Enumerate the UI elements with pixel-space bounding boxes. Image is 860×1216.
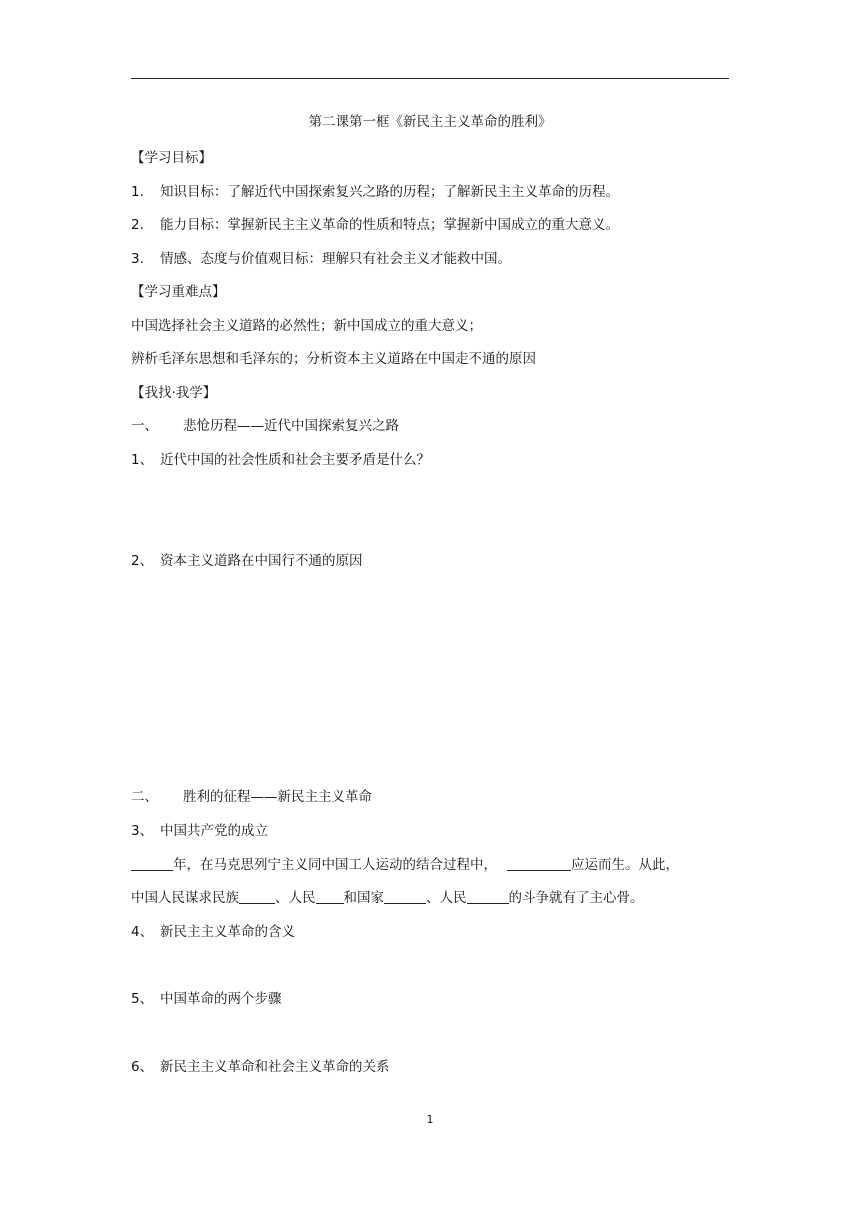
question-number: 4、: [131, 924, 154, 940]
question: [131, 822, 268, 840]
question-text: 资本主义道路在中国行不通的原因: [160, 553, 363, 569]
question: [131, 1058, 390, 1076]
study-heading: 【我找·我学】: [131, 385, 217, 401]
goal-text: 情感、态度与价值观目标：理解只有社会主义才能救中国。: [160, 251, 511, 267]
question-text: 中国革命的两个步骤: [160, 991, 282, 1007]
section-number: 二、: [131, 789, 158, 805]
fill-text: 、人民: [426, 890, 467, 906]
question: [131, 923, 295, 941]
question-number: 2、: [131, 553, 154, 569]
goal-item: [131, 183, 619, 201]
question-text: 新民主主义革命的含义: [160, 924, 295, 940]
fill-text: 中国人民谋求民族: [131, 890, 239, 906]
blank-line[interactable]: [316, 889, 344, 904]
fill-text: 和国家: [343, 890, 384, 906]
fill-blank-line: [131, 889, 644, 907]
question-text: 中国共产党的成立: [160, 823, 268, 839]
fill-text: 的斗争就有了主心骨。: [508, 890, 644, 906]
question: [131, 552, 363, 570]
key-point-line: 中国选择社会主义道路的必然性；新中国成立的重大意义；: [131, 318, 482, 334]
goal-number: 3.: [131, 251, 144, 267]
question-text: 新民主主义革命和社会主义革命的关系: [160, 1059, 390, 1075]
fill-text: 应运而生。从此，: [571, 857, 679, 873]
goals-heading: 【学习目标】: [131, 150, 212, 166]
blank-line[interactable]: [384, 889, 426, 904]
fill-text: 年，在马克思列宁主义同中国工人运动的结合过程中，: [173, 857, 497, 873]
goal-text: 知识目标：了解近代中国探索复兴之路的历程；了解新民主主义革命的历程。: [160, 184, 619, 200]
goal-number: 1.: [131, 184, 144, 200]
question-number: 1、: [131, 452, 154, 468]
blank-line[interactable]: [507, 856, 571, 871]
question-number: 5、: [131, 991, 154, 1007]
section-heading: [131, 417, 399, 435]
question-text: 近代中国的社会性质和社会主要矛盾是什么？: [160, 452, 430, 468]
fill-text: 、人民: [275, 890, 316, 906]
goal-text: 能力目标：掌握新民主主义革命的性质和特点；掌握新中国成立的重大意义。: [160, 217, 619, 233]
section-heading: [131, 788, 372, 806]
section-number: 一、: [131, 418, 158, 434]
page-number: 1: [426, 1113, 434, 1126]
key-points-heading: 【学习重难点】: [131, 284, 226, 300]
header-rule: [131, 78, 729, 79]
question-number: 6、: [131, 1059, 154, 1075]
blank-line[interactable]: [239, 889, 275, 904]
goal-item: [131, 216, 619, 234]
question: [131, 451, 430, 469]
document-title: 第二课第一框《新民主主义革命的胜利》: [308, 114, 552, 130]
blank-line[interactable]: [467, 889, 509, 904]
question: [131, 990, 282, 1008]
goal-number: 2.: [131, 217, 144, 233]
section-text: 胜利的征程——新民主主义革命: [183, 789, 372, 805]
blank-line[interactable]: [131, 856, 173, 871]
section-text: 悲怆历程——近代中国探索复兴之路: [183, 418, 399, 434]
key-point-line: 辨析毛泽东思想和毛泽东的；分析资本主义道路在中国走不通的原因: [131, 351, 536, 367]
fill-blank-line: [131, 856, 679, 874]
question-number: 3、: [131, 823, 154, 839]
goal-item: [131, 250, 511, 268]
